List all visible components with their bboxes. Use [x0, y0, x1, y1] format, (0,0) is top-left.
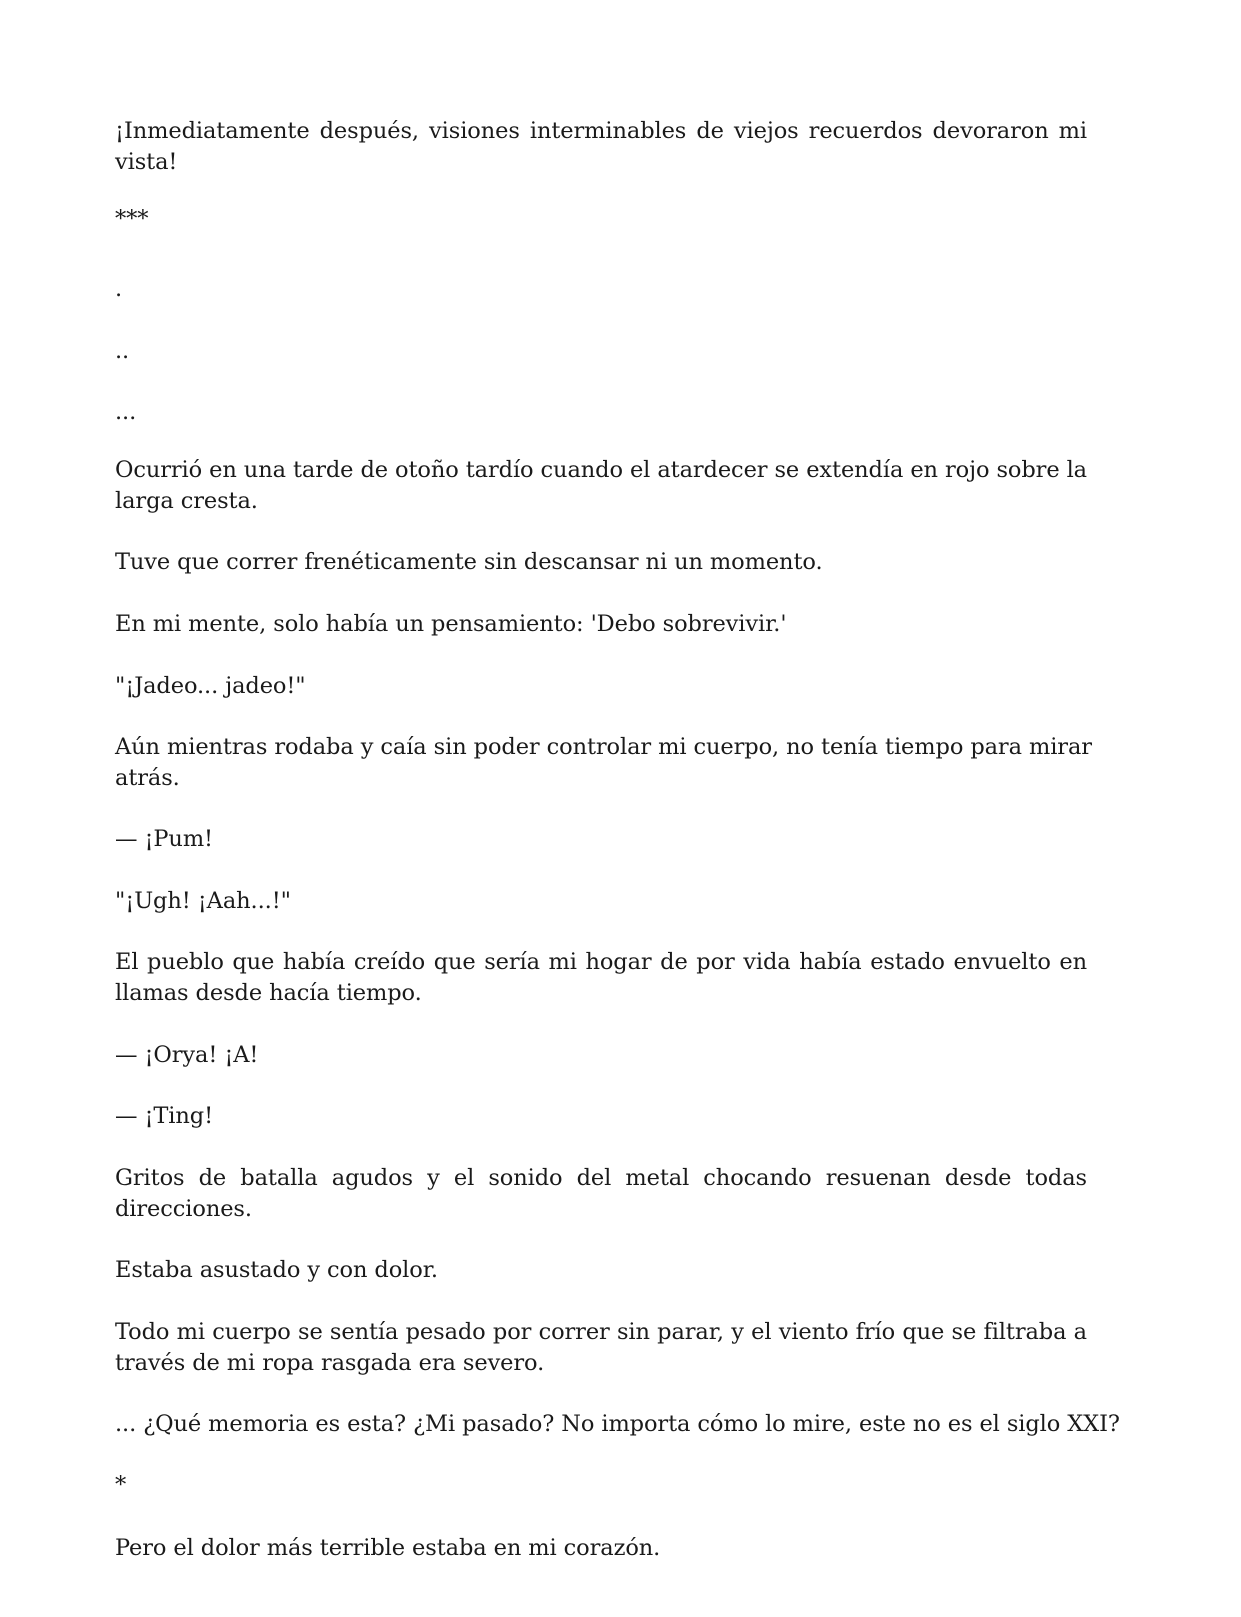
ellipsis-line: .: [115, 276, 123, 302]
paragraph-line: Estaba asustado y con dolor.: [115, 1257, 438, 1283]
sound-effect-line: — ¡Orya! ¡A!: [115, 1042, 259, 1068]
paragraph-line: vista!: [115, 149, 178, 175]
scene-break: ***: [115, 206, 149, 232]
paragraph-line: través de mi ropa rasgada era severo.: [115, 1350, 545, 1376]
paragraph-line: ¡Inmediatamente después, visiones interminables de viejos recuerdos devoraron mi: [115, 118, 1087, 144]
paragraph-line: Tuve que correr frenéticamente sin descansar ni un momento.: [115, 549, 823, 575]
ellipsis-line: ...: [115, 399, 137, 425]
paragraph-line: atrás.: [115, 765, 180, 791]
paragraph-line: llamas desde hacía tiempo.: [115, 980, 422, 1006]
paragraph-line: En mi mente, solo había un pensamiento: 'Debo sobrevivir.': [115, 611, 787, 637]
paragraph-line: Gritos de batalla agudos y el sonido del metal chocando resuenan desde todas: [115, 1165, 1087, 1191]
paragraph-line: Pero el dolor más terrible estaba en mi corazón.: [115, 1535, 661, 1561]
sound-effect-line: — ¡Pum!: [115, 826, 214, 852]
paragraph-line: Aún mientras rodaba y caía sin poder controlar mi cuerpo, no tenía tiempo para mirar: [115, 734, 1092, 760]
paragraph-line: ... ¿Qué memoria es esta? ¿Mi pasado? No importa cómo lo mire, este no es el siglo XXI?: [115, 1411, 1120, 1437]
paragraph-line: El pueblo que había creído que sería mi hogar de por vida había estado envuelto en: [115, 949, 1087, 975]
paragraph-line: direcciones.: [115, 1196, 252, 1222]
scene-break: *: [115, 1472, 127, 1498]
sound-effect-line: — ¡Ting!: [115, 1103, 214, 1129]
ellipsis-line: ..: [115, 338, 130, 364]
paragraph-line: Ocurrió en una tarde de otoño tardío cuando el atardecer se extendía en rojo sobre la: [115, 457, 1087, 483]
paragraph-line: Todo mi cuerpo se sentía pesado por correr sin parar, y el viento frío que se filtraba a: [115, 1319, 1087, 1345]
dialogue-line: "¡Jadeo... jadeo!": [115, 673, 306, 699]
dialogue-line: "¡Ugh! ¡Aah...!": [115, 888, 291, 914]
paragraph-line: larga cresta.: [115, 488, 258, 514]
